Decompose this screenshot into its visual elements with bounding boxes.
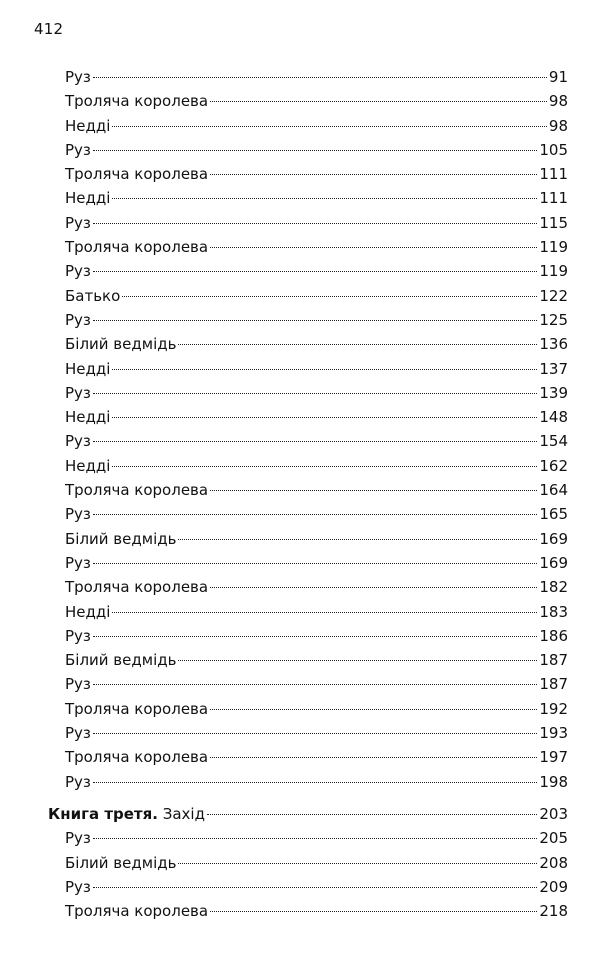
dot-leader bbox=[112, 417, 537, 418]
toc-entry[interactable] bbox=[48, 672, 568, 696]
toc-entry-title: Руз bbox=[65, 626, 91, 645]
toc-entry-title: Білий ведмідь bbox=[65, 651, 177, 670]
toc-entry[interactable] bbox=[48, 624, 568, 648]
toc-entry[interactable] bbox=[48, 211, 568, 235]
toc-entry-page: 91 bbox=[548, 68, 568, 86]
toc-entry-title: Руз bbox=[65, 68, 91, 86]
toc-entry-page: 162 bbox=[539, 456, 568, 475]
dot-leader bbox=[210, 174, 537, 175]
dot-leader bbox=[210, 757, 537, 758]
toc-entry-title: Руз bbox=[65, 877, 91, 896]
toc-entry-title: Білий ведмідь bbox=[65, 853, 177, 872]
dot-leader bbox=[210, 490, 537, 491]
dot-leader bbox=[93, 563, 537, 564]
toc-entry-title: Троляча королева bbox=[65, 481, 209, 500]
toc-entry-page: 205 bbox=[539, 829, 568, 848]
dot-leader bbox=[112, 612, 537, 613]
toc-entry-page: 115 bbox=[539, 213, 568, 232]
toc-entry[interactable] bbox=[48, 381, 568, 405]
toc-entry-page: 98 bbox=[548, 92, 568, 111]
dot-leader bbox=[93, 223, 537, 224]
toc-entry[interactable] bbox=[48, 527, 568, 551]
toc-entry-title: Руз bbox=[65, 724, 91, 743]
toc-entry-title: Руз bbox=[65, 675, 91, 694]
toc-entry[interactable] bbox=[48, 551, 568, 575]
toc-entry-title: Недді bbox=[65, 456, 111, 475]
dot-leader bbox=[210, 911, 537, 912]
toc-entry-page: 111 bbox=[539, 165, 568, 184]
dot-leader bbox=[93, 441, 537, 442]
dot-leader bbox=[122, 296, 537, 297]
toc-entry-title: Недді bbox=[65, 116, 111, 135]
toc-entry-page: 119 bbox=[539, 238, 568, 257]
toc-entry[interactable] bbox=[48, 899, 568, 923]
toc-entry[interactable] bbox=[48, 502, 568, 526]
toc-entry[interactable] bbox=[48, 745, 568, 769]
toc-entry-page: 111 bbox=[539, 189, 568, 208]
toc-entry-title: Руз bbox=[65, 505, 91, 524]
toc-entry[interactable] bbox=[48, 89, 568, 113]
dot-leader bbox=[178, 344, 537, 345]
toc-entry[interactable] bbox=[48, 405, 568, 429]
book-three-title bbox=[48, 802, 205, 826]
toc-entry[interactable] bbox=[48, 721, 568, 745]
toc-entry-page: 187 bbox=[539, 675, 568, 694]
toc-entry[interactable] bbox=[48, 332, 568, 356]
book-three-page: 203 bbox=[539, 804, 568, 823]
toc-entry-title: Руз bbox=[65, 383, 91, 402]
toc-entry-page: 136 bbox=[539, 335, 568, 354]
toc-entry[interactable] bbox=[48, 162, 568, 186]
dot-leader bbox=[93, 150, 537, 151]
toc-entry-title: Руз bbox=[65, 772, 91, 791]
dot-leader bbox=[112, 126, 546, 127]
toc-entry[interactable] bbox=[48, 357, 568, 381]
toc-entry[interactable] bbox=[48, 826, 568, 850]
toc-entry-page: 182 bbox=[539, 578, 568, 597]
dot-leader bbox=[112, 466, 537, 467]
toc-entry-page: 187 bbox=[539, 651, 568, 670]
toc-entry-title: Руз bbox=[65, 310, 91, 329]
toc-entry[interactable] bbox=[48, 114, 568, 138]
toc-entry-title: Білий ведмідь bbox=[65, 335, 177, 354]
toc-entry-title: Руз bbox=[65, 553, 91, 572]
toc-entry-page: 192 bbox=[539, 699, 568, 718]
toc-entry-title: Троляча королева bbox=[65, 92, 209, 111]
toc-entry-title: Руз bbox=[65, 262, 91, 281]
dot-leader bbox=[93, 684, 537, 685]
toc-entry-page: 198 bbox=[539, 772, 568, 791]
dot-leader bbox=[93, 514, 537, 515]
toc-entry-title: Троляча королева bbox=[65, 238, 209, 257]
dot-leader bbox=[210, 709, 537, 710]
dot-leader bbox=[207, 814, 537, 815]
toc-entry-title: Недді bbox=[65, 359, 111, 378]
toc-entry-page: 164 bbox=[539, 481, 568, 500]
dot-leader bbox=[93, 636, 537, 637]
part-two-entries bbox=[48, 65, 568, 794]
toc-entry-title: Руз bbox=[65, 140, 91, 159]
toc-entry-title: Руз bbox=[65, 432, 91, 451]
toc-entry[interactable] bbox=[48, 65, 568, 89]
toc-entry-title: Білий ведмідь bbox=[65, 529, 177, 548]
toc-entry-title: Троляча королева bbox=[65, 578, 209, 597]
toc-entry-page: 169 bbox=[539, 529, 568, 548]
dot-leader bbox=[178, 660, 537, 661]
toc-entry[interactable] bbox=[48, 600, 568, 624]
toc-entry-title: Троляча королева bbox=[65, 748, 209, 767]
book-three-name: Захід bbox=[162, 804, 205, 823]
toc-entry-title: Руз bbox=[65, 829, 91, 848]
toc-entry[interactable] bbox=[48, 138, 568, 162]
toc-entry-page: 98 bbox=[548, 116, 568, 135]
toc-entry-page: 119 bbox=[539, 262, 568, 281]
toc-entry-title: Недді bbox=[65, 189, 111, 208]
toc-entry[interactable] bbox=[48, 235, 568, 259]
book-three-heading[interactable] bbox=[48, 802, 568, 826]
toc-entry[interactable] bbox=[48, 284, 568, 308]
dot-leader bbox=[178, 539, 537, 540]
toc-entry-title: Батько bbox=[65, 286, 121, 305]
dot-leader bbox=[210, 247, 537, 248]
dot-leader bbox=[93, 887, 537, 888]
dot-leader bbox=[210, 587, 537, 588]
dot-leader bbox=[93, 782, 537, 783]
table-of-contents bbox=[48, 65, 568, 923]
toc-entry[interactable] bbox=[48, 429, 568, 453]
toc-entry[interactable] bbox=[48, 308, 568, 332]
toc-entry-page: 183 bbox=[539, 602, 568, 621]
toc-entry-page: 209 bbox=[539, 877, 568, 896]
toc-entry[interactable] bbox=[48, 575, 568, 599]
toc-entry-page: 125 bbox=[539, 310, 568, 329]
toc-entry[interactable] bbox=[48, 851, 568, 875]
toc-entry-title: Троляча королева bbox=[65, 165, 209, 184]
toc-entry-page: 139 bbox=[539, 383, 568, 402]
toc-entry-title: Недді bbox=[65, 602, 111, 621]
toc-entry-page: 148 bbox=[539, 408, 568, 427]
toc-entry[interactable] bbox=[48, 259, 568, 283]
dot-leader bbox=[93, 77, 547, 78]
toc-entry-page: 169 bbox=[539, 553, 568, 572]
book-three-entries bbox=[48, 826, 568, 923]
toc-entry[interactable] bbox=[48, 454, 568, 478]
dot-leader bbox=[93, 320, 537, 321]
toc-entry-page: 186 bbox=[539, 626, 568, 645]
toc-entry-title: Недді bbox=[65, 408, 111, 427]
dot-leader bbox=[93, 271, 537, 272]
toc-entry-page: 197 bbox=[539, 748, 568, 767]
dot-leader bbox=[93, 838, 537, 839]
toc-entry-page: 154 bbox=[539, 432, 568, 451]
toc-entry[interactable] bbox=[48, 875, 568, 899]
toc-entry-page: 105 bbox=[539, 140, 568, 159]
toc-entry[interactable] bbox=[48, 186, 568, 210]
toc-entry[interactable] bbox=[48, 648, 568, 672]
toc-entry-page: 165 bbox=[539, 505, 568, 524]
dot-leader bbox=[178, 863, 537, 864]
toc-entry-title: Троляча королева bbox=[65, 902, 209, 921]
toc-entry[interactable] bbox=[48, 770, 568, 794]
toc-entry-page: 208 bbox=[539, 853, 568, 872]
toc-entry-title: Руз bbox=[65, 213, 91, 232]
dot-leader bbox=[112, 369, 537, 370]
page-number: 412 bbox=[34, 20, 64, 38]
toc-entry-page: 218 bbox=[539, 902, 568, 921]
book-three-label: Книга третя. bbox=[48, 804, 158, 823]
toc-entry-page: 122 bbox=[539, 286, 568, 305]
toc-entry-page: 137 bbox=[539, 359, 568, 378]
dot-leader bbox=[112, 198, 537, 199]
dot-leader bbox=[93, 393, 537, 394]
toc-entry[interactable] bbox=[48, 478, 568, 502]
toc-entry-page: 193 bbox=[539, 724, 568, 743]
toc-entry-title: Троляча королева bbox=[65, 699, 209, 718]
dot-leader bbox=[210, 101, 547, 102]
toc-entry[interactable] bbox=[48, 697, 568, 721]
dot-leader bbox=[93, 733, 537, 734]
